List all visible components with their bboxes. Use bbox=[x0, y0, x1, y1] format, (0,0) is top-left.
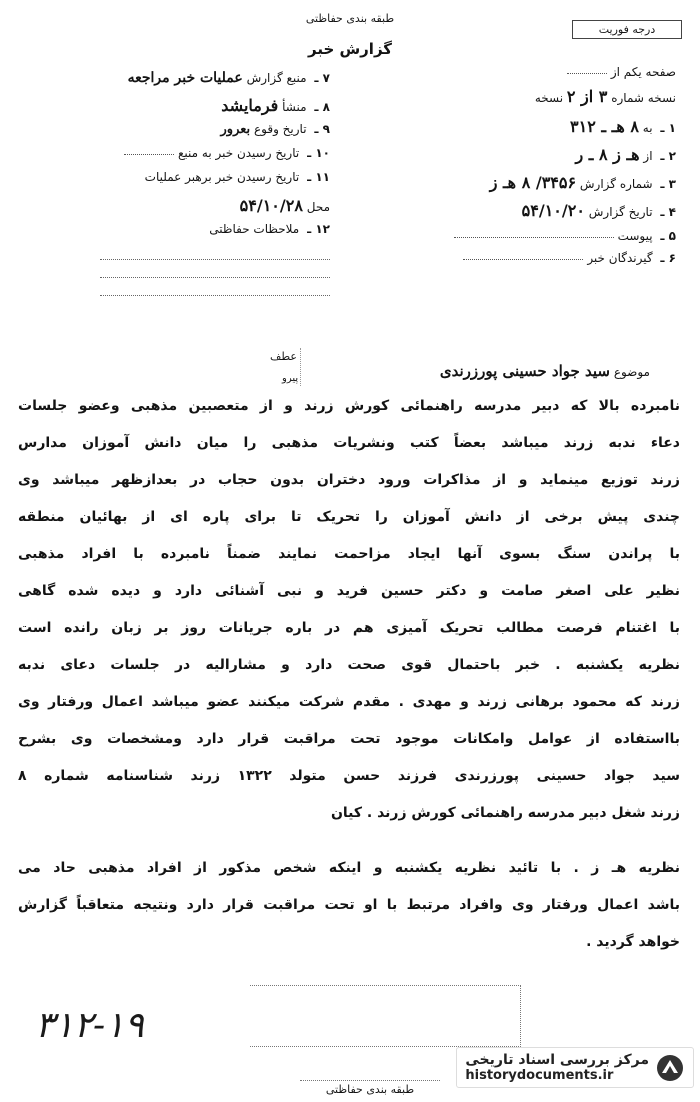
archive-logo-icon bbox=[655, 1053, 685, 1083]
field-copy bbox=[376, 87, 676, 117]
field-source bbox=[60, 70, 330, 96]
field-place-value: ۵۴/۱۰/۲۸ bbox=[239, 196, 303, 215]
field-to-label: به bbox=[642, 121, 653, 135]
urgency-box bbox=[572, 20, 682, 39]
closing-line: خواهد گردید . bbox=[586, 934, 680, 950]
atf-label: عطف bbox=[270, 350, 297, 363]
field-report-number-num: ۳ ـ bbox=[660, 177, 676, 191]
subject-value: سید جواد حسینی پورزرندی bbox=[439, 362, 610, 380]
field-received-leader bbox=[60, 170, 330, 196]
field-from-num: ۲ ـ bbox=[660, 149, 676, 163]
field-report-date-label: تاریخ گزارش bbox=[588, 205, 653, 219]
field-occurrence-date-value: بعرور bbox=[220, 122, 251, 137]
field-report-date bbox=[376, 201, 676, 229]
field-received-source-num: ۱۰ ـ bbox=[307, 146, 330, 160]
fold-mark bbox=[300, 348, 301, 386]
field-origin-num: ۸ ـ bbox=[314, 100, 330, 114]
notes-line-1 bbox=[100, 258, 330, 260]
closing-line: باشد اعمال ورفتار وی وافراد مرتبط با او تحت مراقبت قرار دارد ونتیجه متعاقباً گزارش bbox=[18, 897, 680, 913]
field-from-label: از bbox=[643, 149, 653, 163]
field-to-num: ۱ ـ bbox=[660, 121, 676, 135]
body-line: چندی پیش برخی از دانش آموزان را تحریک تا برای پاره ای از بهائیان منطقه bbox=[18, 509, 680, 525]
urgency-label: درجه فوریت bbox=[598, 23, 656, 36]
field-attachment-label: پیوست bbox=[617, 229, 653, 243]
body-line: زرند توزیع مینماید و از مذاکرات ورود دختران بدون حجاب در بعدازظهر میباشد وی bbox=[18, 472, 680, 488]
field-received-leader-num: ۱۱ ـ bbox=[307, 170, 330, 184]
field-origin-value: فرمایشد bbox=[221, 96, 279, 115]
subject-label: موضوع bbox=[613, 365, 650, 379]
field-origin bbox=[60, 96, 330, 122]
field-to bbox=[376, 117, 676, 145]
field-copy-label: نسخه شماره bbox=[611, 91, 676, 105]
field-source-num: ۷ ـ bbox=[314, 71, 330, 85]
handwritten-number: ۳۱۲-۱۹ bbox=[35, 1005, 144, 1046]
field-security-notes-label: ملاحظات حفاظتی bbox=[209, 222, 300, 236]
peyro-label: پیرو bbox=[282, 373, 299, 384]
field-recipients-label: گیرندگان خبر bbox=[587, 251, 653, 265]
classification-top: طبقه بندی حفاظتی bbox=[305, 12, 395, 25]
field-received-source bbox=[60, 146, 330, 170]
field-report-date-num: ۴ ـ bbox=[660, 205, 676, 219]
field-from-value: هـ ز ۸ ـ ر bbox=[575, 145, 640, 164]
watermark-en: historydocuments.ir bbox=[465, 1068, 614, 1083]
field-security-notes bbox=[60, 222, 330, 244]
field-occurrence-date bbox=[60, 122, 330, 146]
notes-line-3 bbox=[100, 294, 330, 296]
field-source-value: عملیات خبر مراجعه bbox=[127, 70, 243, 86]
classification-bottom: طبقه بندی حفاظتی bbox=[300, 1080, 440, 1096]
field-recipients bbox=[376, 251, 676, 273]
closing-line: نظریه هـ ز . با تائید نظریه یکشنبه و اینکه شخص مذکور از افراد مذهبی حاد می bbox=[18, 860, 680, 876]
body-line: زرند شغل دبیر مدرسه راهنمائی کورش زرند . کیان bbox=[330, 805, 680, 821]
field-report-number bbox=[376, 173, 676, 201]
left-fields bbox=[60, 70, 330, 296]
field-occurrence-date-label: تاریخ وقوع bbox=[253, 122, 307, 136]
body-line: زرند که محمود برهانی زرند و مهدی . مقدم شرکت میکنند عضو میباشد اعمال ورفتار وی bbox=[18, 694, 680, 710]
field-from bbox=[376, 145, 676, 173]
body-line: نظریه یکشنبه . خبر باحتمال قوی صحت دارد و مشارالیه در جلسات دعای ندبه bbox=[18, 657, 680, 673]
field-place-label: محل bbox=[306, 200, 330, 214]
field-occurrence-date-num: ۹ ـ bbox=[314, 122, 330, 136]
watermark-fa: مرکز بررسی اسناد تاریخی bbox=[465, 1052, 649, 1068]
field-attachment bbox=[376, 229, 676, 251]
subject-row bbox=[440, 362, 650, 380]
field-received-leader-label: تاریخ رسیدن خبر برهبر عملیات bbox=[144, 170, 300, 184]
report-title: گزارش خبر bbox=[307, 40, 393, 58]
watermark bbox=[456, 1047, 694, 1088]
body-line: با پراندن سنگ بسوی آنها ایجاد مزاحمت نمایند ضمناً نامبرده با افراد مذهبی bbox=[18, 546, 680, 562]
field-security-notes-num: ۱۲ ـ bbox=[307, 222, 330, 236]
field-recipients-num: ۶ ـ bbox=[660, 251, 676, 265]
field-report-number-value: ۳۴۵۶/ ۸ هـ ز bbox=[489, 173, 577, 192]
field-page bbox=[376, 65, 676, 87]
field-received-source-label: تاریخ رسیدن خبر به منبع bbox=[178, 146, 300, 160]
body-line: نظیر علی اصغر صامت و دکتر حسین فرید و نبی آشنائی دارد و دیده شده گاهی bbox=[18, 583, 680, 599]
field-to-value: ۸ هـ ـ ۳۱۲ bbox=[570, 117, 639, 136]
body-line: سید جواد حسینی پورزرندی فرزند حسن متولد ۱۳۲۲ زرند شناسنامه شماره ۸ bbox=[18, 768, 680, 784]
stamp-box bbox=[250, 985, 521, 1047]
right-fields bbox=[376, 65, 676, 273]
field-origin-label: منشأ bbox=[282, 100, 307, 114]
body-line: نامبرده بالا که دبیر مدرسه راهنمائی کورش زرند و از متعصبین مذهبی وعضو جلسات bbox=[18, 398, 680, 414]
field-copy-value: ۳ از ۲ bbox=[566, 87, 608, 106]
body-line: با اغتنام فرصت مطالب تحریک آمیزی هم در باره جریانات روز بر زبان رانده است bbox=[18, 620, 680, 636]
field-page-label: صفحه یکم از bbox=[610, 65, 676, 79]
field-report-date-value: ۵۴/۱۰/۲۰ bbox=[521, 201, 585, 220]
field-place bbox=[60, 196, 330, 222]
notes-line-2 bbox=[100, 276, 330, 278]
field-attachment-num: ۵ ـ bbox=[660, 229, 676, 243]
field-copy-suffix: نسخه bbox=[534, 91, 564, 105]
field-report-number-label: شماره گزارش bbox=[579, 177, 653, 191]
body-line: بااستفاده از عوامل وامکانات موجود تحت مراقبت قرار دارد ومشخصات وی بشرح bbox=[18, 731, 680, 747]
body-line: دعاء ندبه زرند میباشد بعضاً کتب ونشریات مذهبی را میان دانش آموزان مدارس bbox=[18, 435, 680, 451]
field-source-label: منبع گزارش bbox=[246, 71, 307, 85]
